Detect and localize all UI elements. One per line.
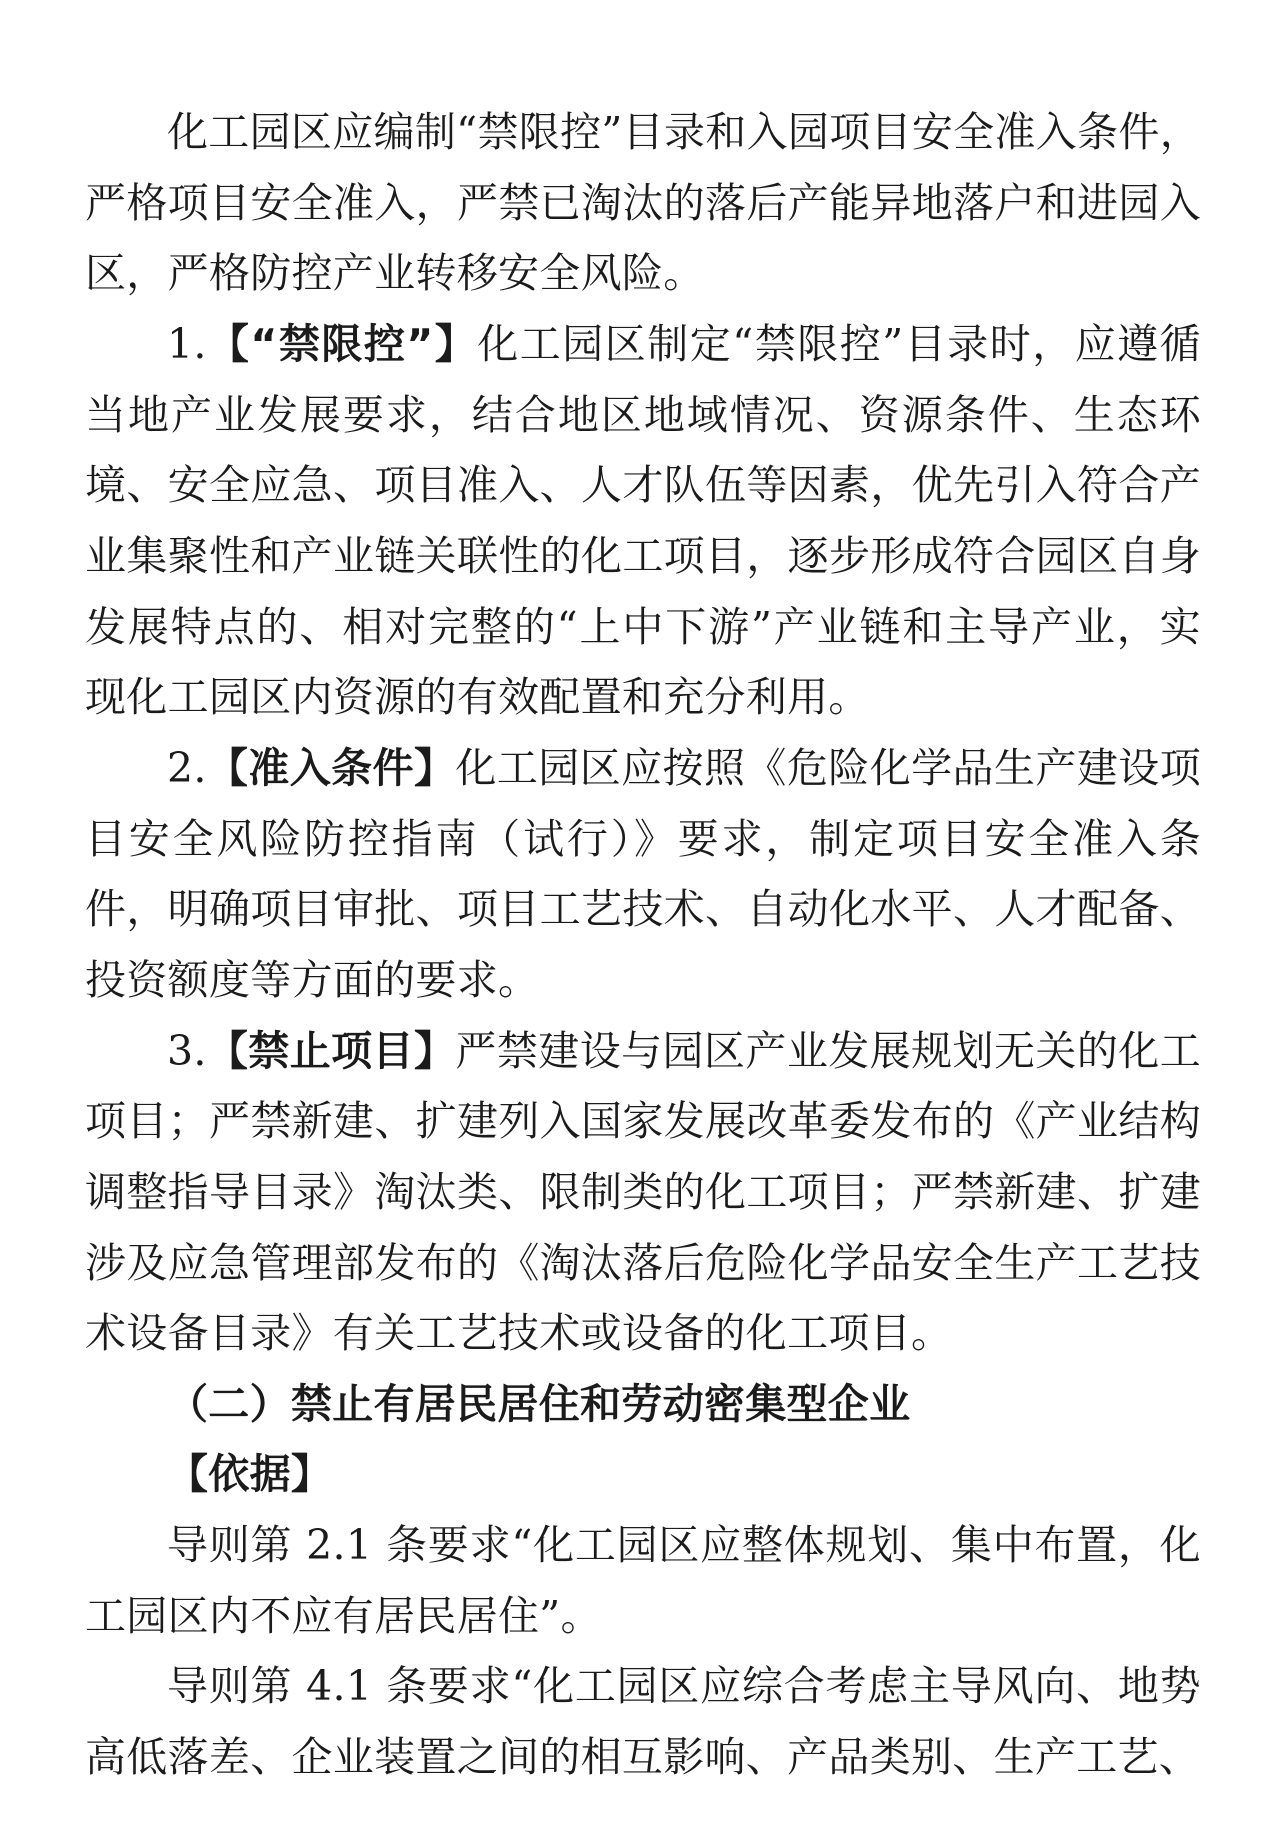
text-run: 化工园区制定“禁限控”目录时，应遵循当地产业发展要求，结合地区地域情况、资源条件、生态环境、安全应急、项目准入、人才队伍等因素，优先引入符合产业集聚性和产业链关联性的化工项目，逐步形成符合园区自身发展特点的、相对完整的“上中下游”产业链和主导产业，实现化工园区内资源的有效配置和充分利用。: [85, 319, 1201, 722]
text-run: 化工园区应编制“禁限控”目录和入园项目安全准入条件，严格项目安全准入，严禁已淘汰的落后产能异地落户和进园入区，严格防控产业转移安全风险。: [85, 108, 1201, 298]
paragraph-yiju-label: [85, 1439, 1201, 1510]
paragraph-intro: [85, 97, 1201, 309]
bold-text-run: 【“禁限控”】: [206, 319, 478, 368]
section-heading-er: [85, 1369, 1201, 1440]
text-run: 导则第 2.1 条要求“化工园区应整体规划、集中布置，化工园区内不应有居民居住”。: [85, 1521, 1201, 1640]
paragraph-item-1-jinxiankong: [85, 309, 1201, 733]
paragraph-daoze-2-1: [85, 1510, 1201, 1651]
paragraph-item-2-zhunrutiaojian: [85, 733, 1201, 1016]
text-run: 化工园区应按照《危险化学品生产建设项目安全风险防控指南（试行）》要求，制定项目安全准入条件，明确项目审批、项目工艺技术、自动化水平、人才配备、投资额度等方面的要求。: [85, 743, 1201, 1004]
text-run: 导则第 4.1 条要求“化工园区应综合考虑主导风向、地势高低落差、企业装置之间的相互影响、产品类别、生产工艺、: [85, 1662, 1201, 1782]
document-body: [85, 97, 1201, 1793]
paragraph-item-3-jinzhixiangmu: [85, 1016, 1201, 1369]
text-run: 1.: [167, 319, 207, 368]
bold-text-run: （二）禁止有居民居住和劳动密集型企业: [167, 1379, 911, 1428]
bold-text-run: 【禁止项目】: [206, 1026, 456, 1075]
bold-text-run: 【依据】: [167, 1450, 333, 1499]
bold-text-run: 【准入条件】: [206, 743, 456, 792]
text-run: 严禁建设与园区产业发展规划无关的化工项目；严禁新建、扩建列入国家发展改革委发布的《产业结构调整指导目录》淘汰类、限制类的化工项目；严禁新建、扩建涉及应急管理部发布的《淘汰落后危险化学品安全生产工艺技术设备目录》有关工艺技术或设备的化工项目。: [85, 1026, 1201, 1358]
paragraph-daoze-4-1: [85, 1651, 1201, 1792]
text-run: 2.: [167, 743, 207, 792]
text-run: 3.: [167, 1026, 207, 1075]
